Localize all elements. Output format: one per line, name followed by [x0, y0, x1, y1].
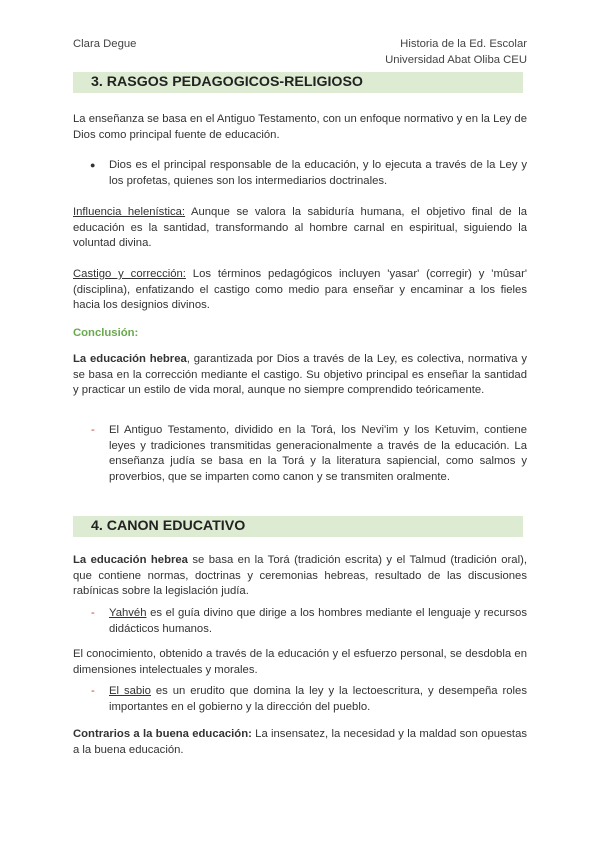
- section-4-paragraph-2: El conocimiento, obtenido a través de la educación y el esfuerzo personal, se desdobla en dimensiones intelectuales y morales.: [73, 648, 527, 676]
- sage-text: es un erudito que domina la ley y la lectoescritura, y desempeña roles importantes en el gobierno y la dirección del pueblo.: [109, 685, 527, 713]
- course-info: [385, 37, 527, 68]
- conclusion-text: , garantizada por Dios a través de la Ley, es colectiva, normativa y se basa en la corrección mediante el castigo. Su objetivo principal es enseñar la santidad y practicar un estilo de vida moral, aunque no siempre comprendido teóricamente.: [73, 353, 527, 396]
- dash-marker: -: [91, 424, 95, 436]
- section-4-p3-text: La insensatez, la necesidad y la maldad son opuestas a la buena educación.: [73, 728, 528, 756]
- section-4-heading: [73, 516, 523, 537]
- punishment-label: Castigo y corrección:: [73, 268, 186, 280]
- section-3-dash-1: El Antiguo Testamento, dividido en la Torá, los Nevi'im y los Ketuvim, contiene leyes y tradiciones transmitidas generacionalmente a través de la educación. La enseñanza judía se basa en la Torá y la literatura sapiencial, como salmos y proverbios, que se imparten como canon y se transmiten oralmente.: [109, 424, 527, 483]
- yahveh-text: es el guía divino que dirige a los hombres mediante el lenguaje y recursos didácticos humanos.: [109, 607, 527, 635]
- section-4-p1-bold: La educación hebrea: [73, 554, 188, 566]
- section-4-p3-bold: Contrarios a la buena educación:: [73, 728, 252, 740]
- dash-marker: -: [91, 607, 95, 619]
- section-3-title: 3. RASGOS PEDAGOGICOS-RELIGIOSO: [91, 74, 363, 90]
- course-name: Historia de la Ed. Escolar: [400, 38, 527, 50]
- university-name: Universidad Abat Oliba CEU: [385, 53, 527, 66]
- sage-label: El sabio: [109, 685, 151, 697]
- conclusion-paragraph: [73, 352, 527, 399]
- section-4-paragraph-3: [73, 727, 527, 758]
- punishment-paragraph: [73, 267, 527, 314]
- section-4-paragraph-1: [73, 553, 527, 600]
- hellenistic-text: Aunque se valora la sabiduría humana, el objetivo final de la educación es la santidad, transformando al hombre carnal en espiritual, siguiendo la voluntad divina.: [73, 206, 527, 249]
- section-4-p1-text: se basa en la Torá (tradición escrita) y el Talmud (tradición oral), que contiene normas, doctrinas y ceremonias hebreas, resultado de las discusiones rabínicas sobre la legislación judía.: [73, 554, 527, 597]
- bullet-icon: ●: [90, 160, 96, 170]
- section-3-heading: [73, 72, 523, 93]
- section-4-title: 4. CANON EDUCATIVO: [91, 518, 246, 534]
- hellenistic-label: Influencia helenística:: [73, 206, 186, 218]
- punishment-text: Los términos pedagógicos incluyen 'yasar' (corregir) y 'mûsar' (disciplina), enfatizando el castigo como medio para enseñar y encaminar a los fieles hacia los designios divinos.: [73, 268, 527, 311]
- conclusion-bold: La educación hebrea: [73, 353, 187, 365]
- section-3-intro: La enseñanza se basa en el Antiguo Testamento, con un enfoque normativo y en la Ley de Dios como principal fuente de educación.: [73, 113, 527, 141]
- sage-item: [109, 684, 527, 715]
- author-name: Clara Degue: [73, 38, 137, 50]
- yahveh-item: [109, 606, 527, 637]
- hellenistic-influence-paragraph: [73, 205, 527, 252]
- conclusion-heading: Conclusión:: [73, 327, 139, 339]
- dash-marker: -: [91, 685, 95, 697]
- section-3-bullet-1: Dios es el principal responsable de la educación, y lo ejecuta a través de la Ley y los profetas, quienes son los intermediarios doctrinales.: [109, 159, 527, 187]
- yahveh-label: Yahvéh: [109, 607, 147, 619]
